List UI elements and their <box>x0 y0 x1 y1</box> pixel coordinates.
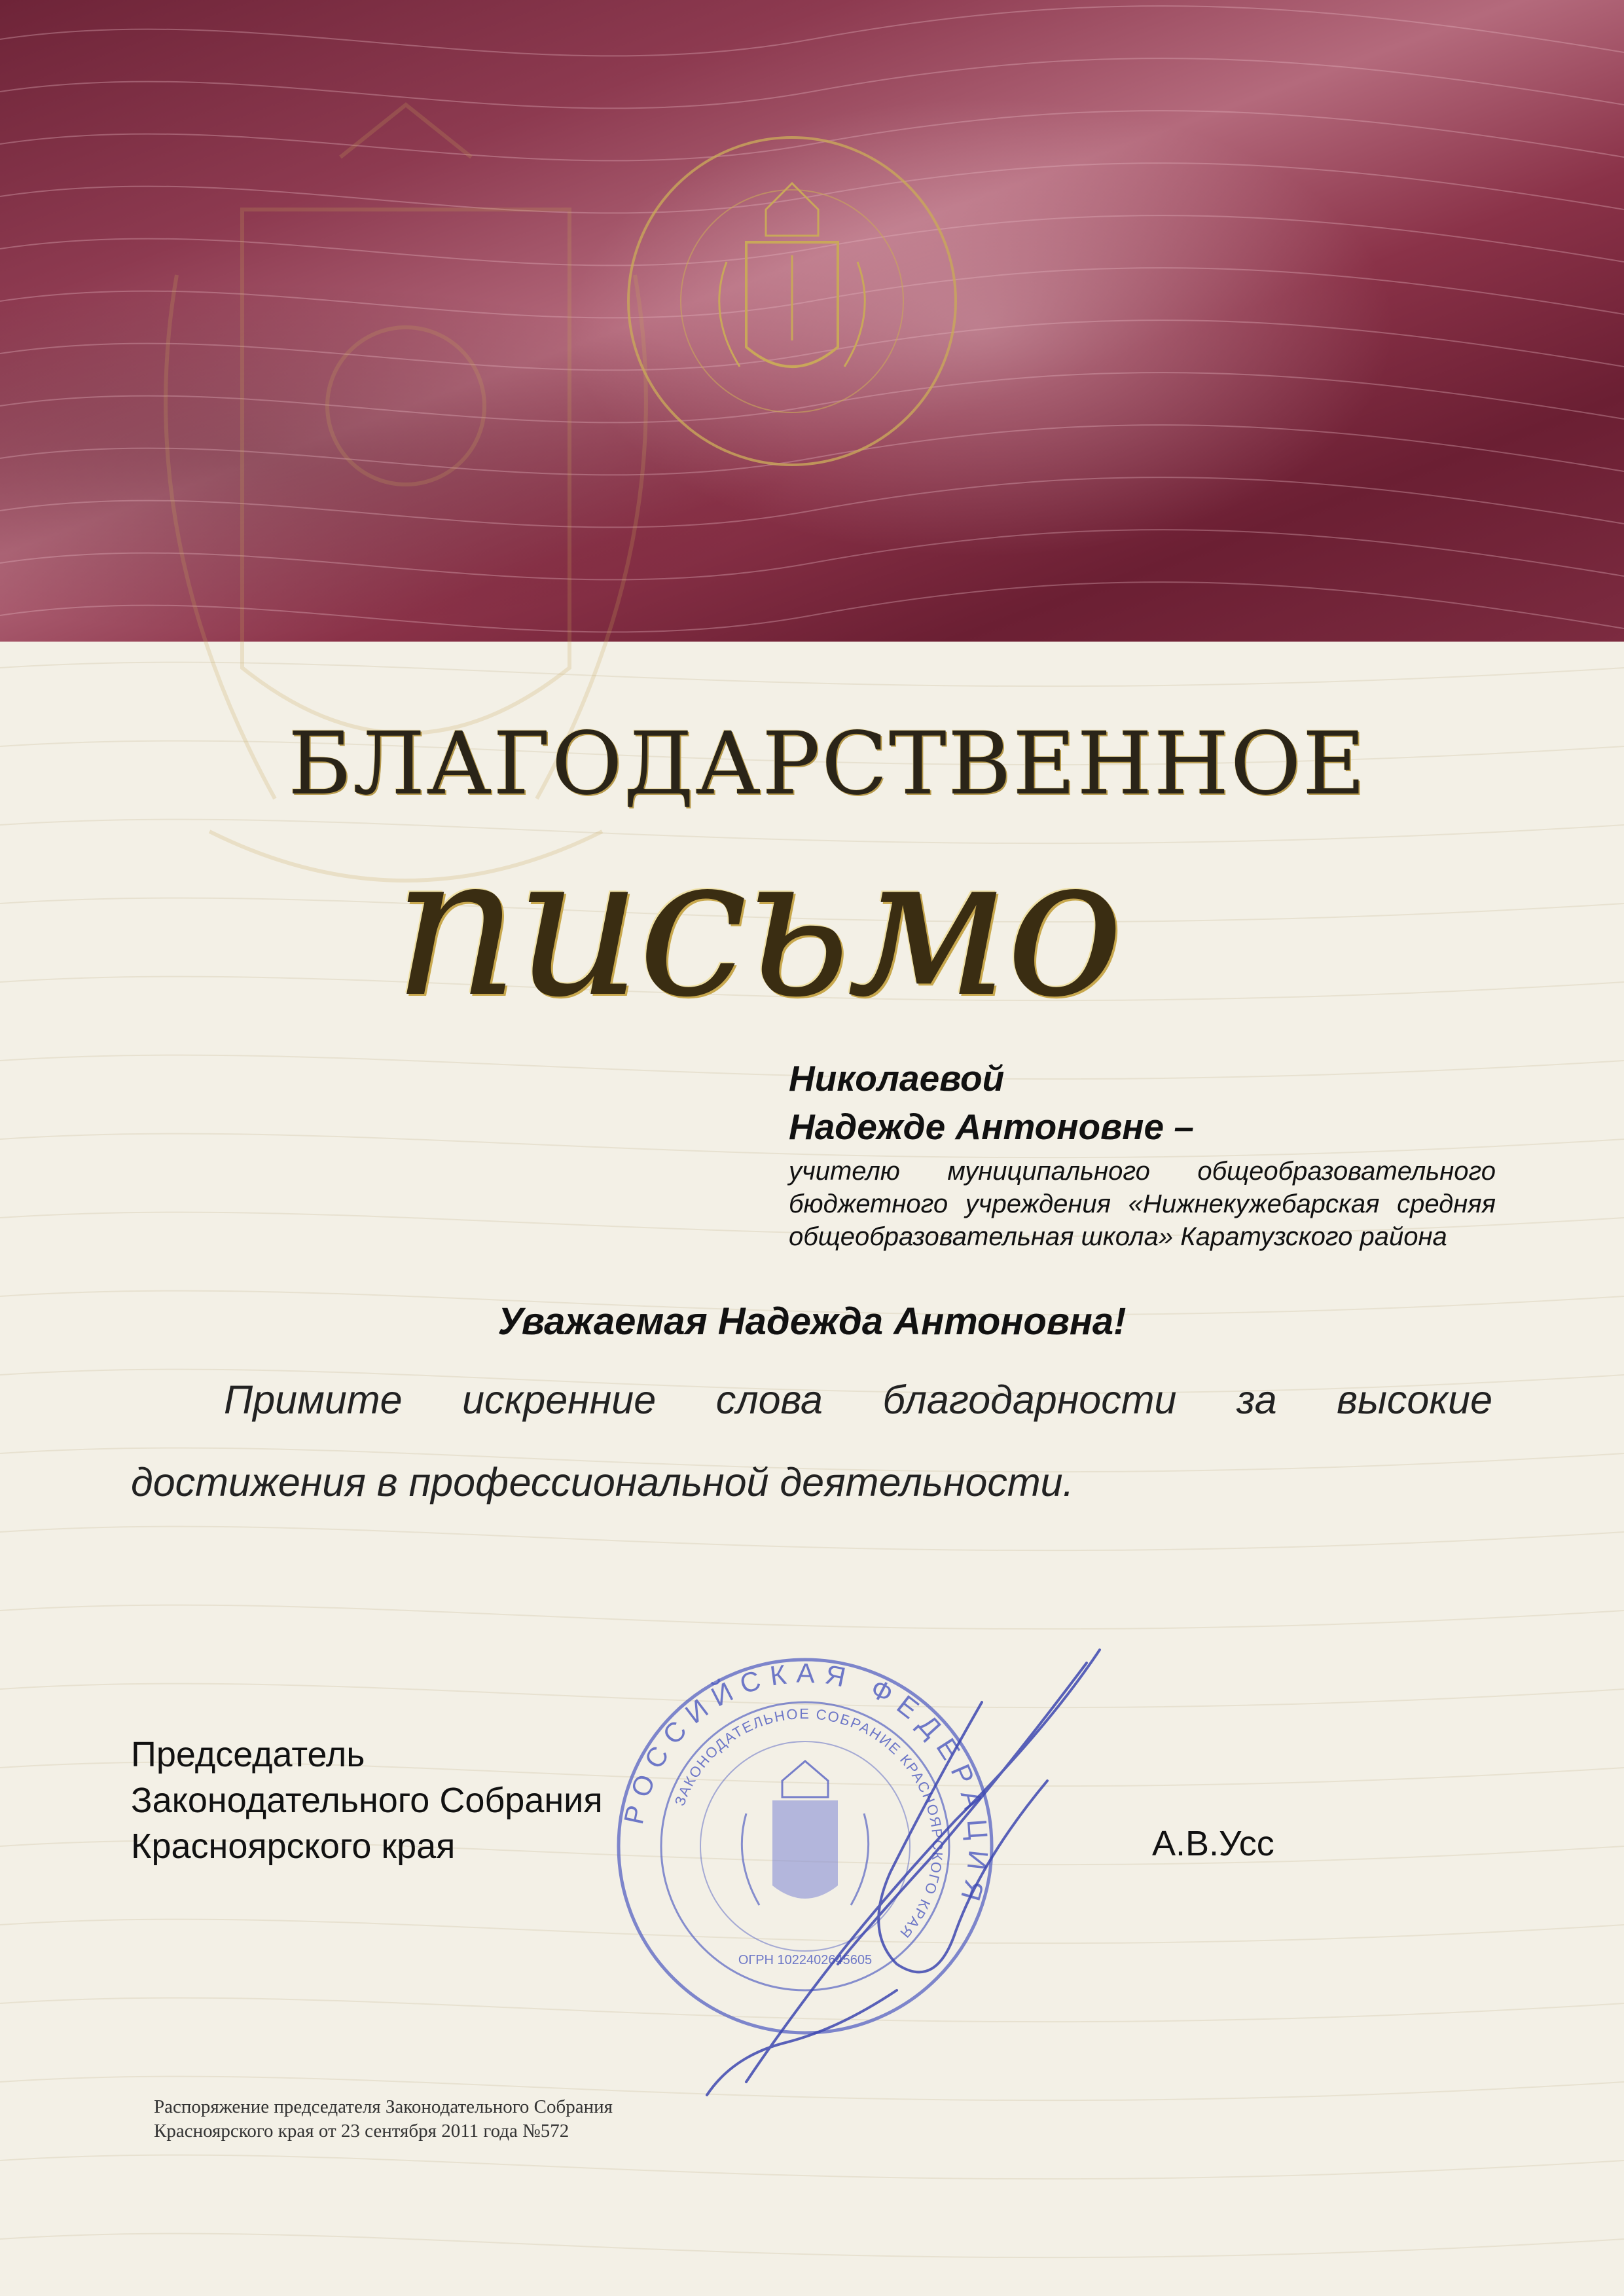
recipient-block <box>789 1054 1496 1253</box>
stamp-ogrn: ОГРН 1022402645605 <box>738 1953 873 1967</box>
stamp-inner-text: ЗАКОНОДАТЕЛЬНОЕ СОБРАНИЕ КРАСНОЯРСКОГО КРАЯ <box>671 1705 947 1942</box>
title-line-1: БЛАГОДАРСТВЕННОЕ <box>288 714 1367 814</box>
signatory-name: А.В.Усс <box>1152 1824 1274 1863</box>
recipient-given-names: Надежде Антоновне – <box>789 1106 1194 1147</box>
footnote <box>154 2095 939 2143</box>
salutation: Уважаемая Надежда Антоновна! <box>497 1300 1127 1343</box>
title-line-2: письмо <box>393 812 1121 1040</box>
signatory-line-1: Председатель <box>131 1735 365 1774</box>
letter-body: Примите искренние слова благодарности за высокие достижения в профессиональной деятельности. <box>131 1377 1492 1504</box>
assembly-gold-seal <box>609 118 975 484</box>
footnote-line-1: Распоряжение председателя Законодательного Собрания <box>154 2096 613 2117</box>
footnote-line-2: Красноярского края от 23 сентября 2011 года №572 <box>154 2121 569 2141</box>
recipient-surname: Николаевой <box>789 1058 1005 1099</box>
signatory-line-2: Законодательного Собрания <box>131 1781 603 1820</box>
stamp-outer-text: РОССИЙСКАЯ ФЕДЕРАЦИЯ <box>617 1657 994 1914</box>
handwritten-signature <box>589 1624 1178 2134</box>
signatory-line-3: Красноярского края <box>131 1827 456 1866</box>
recipient-position: учителю муниципального общеобразовательного бюджетного учреждения «Нижнекужебарская средняя общеобразовательная школа» Каратузского района <box>789 1157 1496 1251</box>
